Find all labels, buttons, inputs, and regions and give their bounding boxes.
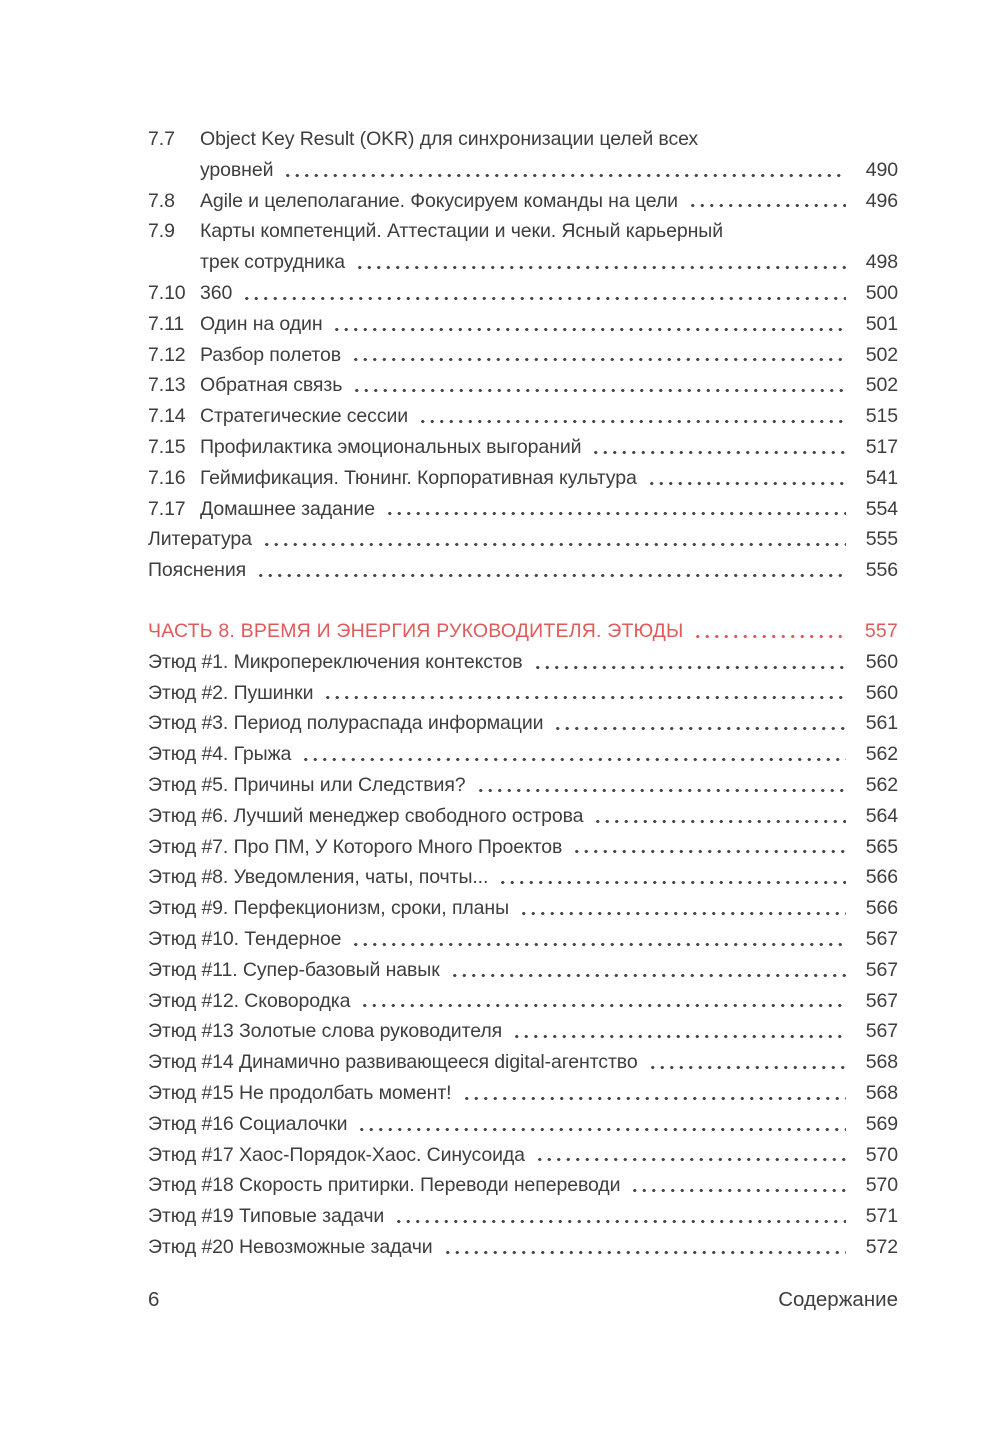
toc-entry-content (148, 986, 898, 1017)
dot-leader (448, 955, 846, 986)
toc-entry-content (148, 1232, 898, 1263)
toc-entry-page: 568 (865, 1051, 898, 1074)
toc-entry (148, 832, 898, 863)
toc-entry (148, 678, 898, 709)
toc-entry-lastline (148, 1047, 898, 1078)
toc-entry-content (200, 186, 898, 217)
toc-entry-lastline (200, 278, 898, 309)
toc-entry-page: 569 (865, 1112, 898, 1135)
toc-entry-page: 567 (865, 958, 898, 981)
footer-page-number: 6 (148, 1288, 160, 1311)
toc-entry (148, 555, 898, 586)
dot-leader (355, 1109, 846, 1140)
toc-entry-content (148, 801, 898, 832)
dot-leader (353, 247, 846, 278)
toc-entry (148, 340, 898, 371)
toc-entry-content (148, 1140, 898, 1171)
toc-entry-content (148, 893, 898, 924)
toc-entry-title: Этюд #5. Причины или Следствия? (148, 773, 466, 796)
toc-entry-page: 560 (865, 650, 898, 673)
toc-entry-lastline (200, 370, 898, 401)
toc-entry (148, 986, 898, 1017)
toc-entry-page: 568 (865, 1081, 898, 1104)
dot-leader (645, 463, 846, 494)
toc-entry-lastline (148, 955, 898, 986)
toc-entry-content (200, 278, 898, 309)
toc-entry-page: 496 (865, 189, 898, 212)
dot-leader (460, 1078, 847, 1109)
toc-entry (148, 401, 898, 432)
toc-entry-title: Этюд #19 Типовые задачи (148, 1205, 385, 1228)
section-gap (148, 586, 898, 616)
toc-entry-title: Стратегические сессии (200, 405, 409, 428)
dot-leader (416, 401, 846, 432)
dot-leader (383, 494, 846, 525)
toc-entry-title: Этюд #1. Микропереключения контекстов (148, 650, 523, 673)
dot-leader (392, 1201, 846, 1232)
toc-entry-number: 7.17 (148, 497, 186, 520)
toc-entry-title: Этюд #4. Грыжа (148, 743, 292, 766)
toc-entry-lastline (200, 155, 898, 186)
toc-entry-page: 502 (865, 343, 898, 366)
toc-entry-page: 541 (865, 466, 898, 489)
toc-entry-title: Один на один (200, 312, 323, 335)
page-footer (148, 1288, 898, 1312)
toc-entry-content (148, 739, 898, 770)
toc-entry (148, 1109, 898, 1140)
toc-entry-title: трек сотрудника (200, 251, 345, 274)
toc-entry-content (148, 647, 898, 678)
toc-entry-lastline (148, 832, 898, 863)
toc-entry (148, 1140, 898, 1171)
toc-entry-page: 567 (865, 989, 898, 1012)
toc-entry-title: Этюд #17 Хаос-Порядок-Хаос. Синусоида (148, 1143, 525, 1166)
toc-entry (148, 1170, 898, 1201)
toc-entry (148, 1047, 898, 1078)
toc-entry-page: 500 (865, 281, 898, 304)
toc-entry-lastline (148, 862, 898, 893)
toc-entry-page: 570 (865, 1143, 898, 1166)
toc-entry-content (148, 1109, 898, 1140)
dot-leader (281, 155, 846, 186)
toc-entry-page: 517 (865, 435, 898, 458)
dot-leader (441, 1232, 846, 1263)
toc-entry-number: 7.11 (148, 312, 185, 335)
toc-entry-content (200, 494, 898, 525)
toc-entry-number: 7.9 (148, 220, 175, 243)
toc-entry-page: 565 (865, 835, 898, 858)
toc-entry-title: Геймификация. Тюнинг. Корпоративная культура (200, 466, 637, 489)
toc-entry-lastline (200, 309, 898, 340)
toc-entry-lastline (148, 893, 898, 924)
dot-leader (628, 1170, 846, 1201)
toc-entry (148, 893, 898, 924)
toc-entry-number: 7.12 (148, 343, 186, 366)
dot-leader (551, 708, 846, 739)
toc-entry-lastline (200, 432, 898, 463)
toc-entry-content (148, 924, 898, 955)
toc-entry (148, 463, 898, 494)
toc-entry-title: Этюд #8. Уведомления, чаты, почты... (148, 866, 489, 889)
toc-entry (148, 1078, 898, 1109)
toc-entry (148, 278, 898, 309)
toc-entry (148, 862, 898, 893)
toc-entry-lastline (148, 770, 898, 801)
toc-entry-lastline (148, 616, 898, 647)
toc-entry-lastline (148, 801, 898, 832)
toc-entry-page: 555 (865, 528, 898, 551)
toc-entry-content (148, 1047, 898, 1078)
toc-entry-content (200, 463, 898, 494)
toc-entry-content (148, 832, 898, 863)
dot-leader (260, 524, 846, 555)
toc-entry (148, 1016, 898, 1047)
toc-entry-number: 7.7 (148, 128, 175, 150)
toc-entry-content (148, 616, 898, 647)
toc-entry-content (148, 1078, 898, 1109)
toc-entry-title: Этюд #7. Про ПМ, У Которого Много Проектов (148, 835, 563, 858)
toc-entry-page: 562 (865, 743, 898, 766)
toc-entry-title: Этюд #16 Социалочки (148, 1112, 348, 1135)
toc-entry-page: 566 (865, 866, 898, 889)
dot-leader (570, 832, 846, 863)
toc-entry-title: Разбор полетов (200, 343, 342, 366)
toc-entry-page: 567 (865, 927, 898, 950)
toc-entry-lastline (148, 678, 898, 709)
toc-entry-title: ЧАСТЬ 8. ВРЕМЯ И ЭНЕРГИЯ РУКОВОДИТЕЛЯ. ЭТЮДЫ (148, 619, 684, 642)
toc-entry-content (148, 862, 898, 893)
toc-entry-lastline (200, 494, 898, 525)
toc (148, 124, 898, 1263)
dot-leader (349, 924, 846, 955)
toc-entry-title: Agile и целеполагание. Фокусируем команды на цели (200, 189, 678, 212)
toc-entry-number: 7.15 (148, 435, 186, 458)
toc-entry (148, 494, 898, 525)
dot-leader (474, 770, 846, 801)
toc-entry-title: Этюд #13 Золотые слова руководителя (148, 1020, 503, 1043)
toc-entry-content (148, 770, 898, 801)
toc-entry-page: 561 (865, 712, 898, 735)
dot-leader (358, 986, 846, 1017)
dot-leader (496, 862, 846, 893)
toc-entry-lastline (148, 1140, 898, 1171)
toc-entry-page: 570 (865, 1174, 898, 1197)
toc-entry-content (200, 432, 898, 463)
toc-entry-content (148, 524, 898, 555)
toc-entry-lastline (148, 708, 898, 739)
toc-entry-page: 566 (865, 897, 898, 920)
dot-leader (349, 340, 846, 371)
toc-entry-content (200, 370, 898, 401)
toc-entry-page: 560 (865, 681, 898, 704)
toc-entry-content (200, 216, 898, 278)
toc-entry-title-line: Object Key Result (OKR) для синхронизации целей всех (200, 128, 699, 150)
toc-entry (148, 770, 898, 801)
footer-section-label: Содержание (778, 1288, 898, 1311)
toc-entry (148, 1232, 898, 1263)
toc-entry-number: 7.8 (148, 189, 175, 212)
toc-entry-lastline (148, 1016, 898, 1047)
dot-leader (240, 278, 846, 309)
toc-entry-lastline (148, 1078, 898, 1109)
toc-entry-content (200, 309, 898, 340)
toc-entry-title: 360 (200, 281, 233, 304)
toc-entry-title: Домашнее задание (200, 497, 375, 520)
toc-entry (148, 186, 898, 217)
toc-entry-title: Пояснения (148, 559, 247, 582)
toc-entry-content (200, 401, 898, 432)
dot-leader (589, 432, 846, 463)
toc-entry-title: Этюд #20 Невозможные задачи (148, 1235, 433, 1258)
toc-entry-title: Профилактика эмоциональных выгораний (200, 435, 582, 458)
toc-entry-page: 501 (865, 312, 898, 335)
toc-entry-title: Этюд #14 Динамично развивающееся digital-агентство (148, 1051, 638, 1074)
toc-entry-lastline (148, 555, 898, 586)
toc-entry-page: 562 (865, 773, 898, 796)
toc-entry-title: Этюд #18 Скорость притирки. Переводи непереводи (148, 1174, 621, 1197)
toc-entry-lastline (148, 1170, 898, 1201)
toc-entry-content (200, 124, 898, 186)
toc-entry-page: 515 (865, 405, 898, 428)
toc-entry-lastline (148, 986, 898, 1017)
toc-entry-title: Этюд #10. Тендерное (148, 927, 342, 950)
toc-entry-title: Этюд #12. Сковородка (148, 989, 351, 1012)
toc-entry-page: 572 (865, 1235, 898, 1258)
toc-entry-lastline (200, 186, 898, 217)
toc-entry (148, 801, 898, 832)
toc-entry-page: 490 (865, 158, 898, 181)
toc-entry (148, 309, 898, 340)
toc-entry-content (148, 555, 898, 586)
toc-entry-content (148, 708, 898, 739)
toc-entry (148, 739, 898, 770)
toc-entry-title: уровней (200, 158, 274, 181)
dot-leader (321, 678, 846, 709)
toc-entry-number: 7.14 (148, 405, 186, 428)
toc-section-header (148, 616, 898, 647)
toc-entry (148, 647, 898, 678)
toc-entry-title: Этюд #3. Период полураспада информации (148, 712, 544, 735)
toc-entry-page: 502 (865, 374, 898, 397)
toc-entry-lastline (200, 247, 898, 278)
dot-leader (533, 1140, 846, 1171)
toc-entry-lastline (148, 739, 898, 770)
toc-entry (148, 124, 898, 186)
toc-entry-lastline (200, 463, 898, 494)
dot-leader (691, 616, 846, 647)
toc-entry-title: Обратная связь (200, 374, 343, 397)
toc-entry-number: 7.10 (148, 281, 186, 304)
toc-entry-content (148, 1170, 898, 1201)
toc-entry-lastline (148, 524, 898, 555)
toc-entry-page: 498 (865, 251, 898, 274)
toc-entry-page: 564 (865, 804, 898, 827)
toc-entry-number: 7.13 (148, 374, 186, 397)
toc-entry-title-line: Карты компетенций. Аттестации и чеки. Ясный карьерный (200, 220, 723, 243)
toc-entry-content (148, 955, 898, 986)
toc-entry (148, 370, 898, 401)
toc-entry (148, 216, 898, 278)
toc-entry-title: Этюд #2. Пушинки (148, 681, 314, 704)
dot-leader (299, 739, 846, 770)
toc-entry-title: Этюд #11. Супер-базовый навык (148, 958, 440, 981)
dot-leader (254, 555, 846, 586)
toc-entry (148, 708, 898, 739)
toc-entry-content (148, 1016, 898, 1047)
dot-leader (531, 647, 846, 678)
toc-entry-page: 571 (865, 1205, 898, 1228)
toc-entry-lastline (200, 340, 898, 371)
toc-entry-lastline (148, 647, 898, 678)
toc-entry-content (148, 1201, 898, 1232)
toc-entry-content (148, 678, 898, 709)
toc-entry-lastline (148, 1109, 898, 1140)
dot-leader (686, 186, 846, 217)
toc-entry-lastline (200, 401, 898, 432)
toc-entry-title: Этюд #6. Лучший менеджер свободного острова (148, 804, 584, 827)
toc-entry-title: Этюд #15 Не продолбать момент! (148, 1081, 452, 1104)
dot-leader (517, 893, 846, 924)
dot-leader (510, 1016, 846, 1047)
toc-entry (148, 924, 898, 955)
toc-entry-page: 567 (865, 1020, 898, 1043)
toc-entry (148, 432, 898, 463)
dot-leader (350, 370, 846, 401)
toc-entry-page: 556 (865, 559, 898, 582)
toc-entry-title: Этюд #9. Перфекционизм, сроки, планы (148, 897, 510, 920)
toc-entry-page: 554 (865, 497, 898, 520)
toc-entry-number: 7.16 (148, 466, 186, 489)
dot-leader (330, 309, 846, 340)
toc-entry (148, 524, 898, 555)
toc-entry-title: Литература (148, 528, 252, 551)
dot-leader (646, 1047, 846, 1078)
toc-entry (148, 955, 898, 986)
dot-leader (591, 801, 846, 832)
toc-entry-lastline (148, 924, 898, 955)
toc-entry (148, 1201, 898, 1232)
toc-entry-lastline (148, 1201, 898, 1232)
toc-entry-lastline (148, 1232, 898, 1263)
toc-entry-content (200, 340, 898, 371)
toc-entry-page: 557 (864, 619, 898, 642)
